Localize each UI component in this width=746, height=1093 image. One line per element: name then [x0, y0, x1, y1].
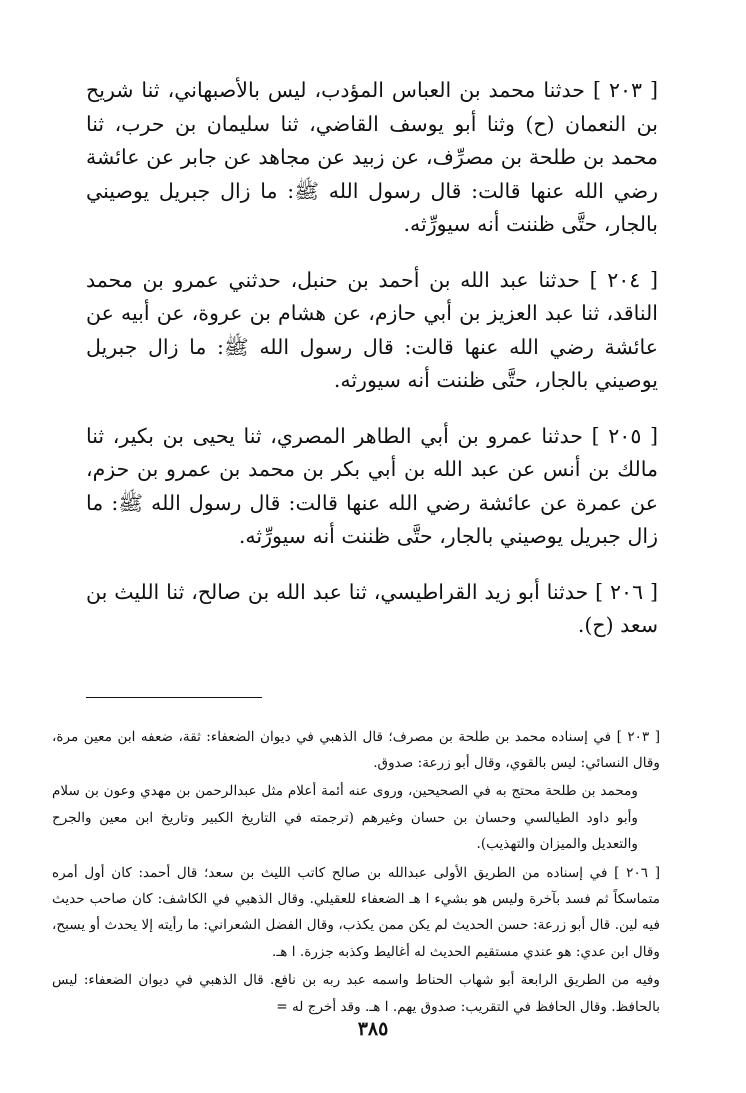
footnote-separator-wrap: [86, 683, 658, 702]
footnotes-section: [52, 724, 660, 1020]
hadith-204: [ ٢٠٤ ] حدثنا عبد الله بن أحمد بن حنبل، حدثني عمرو بن محمد الناقد، ثنا عبد العزيز بن أبي حازم، عن هشام بن عروة، عن أبيه عن عائشة رضي الله عنها قالت: قال رسول الله ﷺ: ما زال جبريل يوصيني بالجار، حتَّى ظننت أنه سيورثه.: [86, 267, 659, 392]
footnote-separator: [86, 697, 262, 698]
footnote-203-continuation: ومحمد بن طلحة محتج به في الصحيحين، وروى عنه أئمة أعلام مثل عبدالرحمن بن مهدي وعون بن سلام وأبو داود الطيالسي وحسان بن حسان وغيرهم (ترجمته في التاريخ الكبير وتاريخ ابن معين والجرح والتعديل والميزان والتهذيب).: [52, 783, 638, 853]
hadith-205: [ ٢٠٥ ] حدثنا عمرو بن أبي الطاهر المصري، ثنا يحيى بن بكير، ثنا مالك بن أنس عن عبد الله بن أبي بكر بن محمد بن عمرو بن حزم، عن عمرة عن عائشة رضي الله عنها قالت: قال رسول الله ﷺ: ما زال جبريل يوصيني بالجار، حتَّى ظننت أنه سيورِّثه.: [86, 423, 659, 548]
footnote-203: [ ٢٠٣ ] في إسناده محمد بن طلحة بن مصرف؛ قال الذهبي في ديوان الضعفاء: ثقة، ضعفه ابن معين مرة، وقال النسائي: ليس بالقوي، وقال أبو زرعة: صدوق.: [52, 728, 661, 771]
hadith-section: [86, 74, 658, 643]
footnote-206: [ ٢٠٦ ] في إسناده من الطريق الأولى عبدالله بن صالح كاتب الليث بن سعد؛ قال أحمد: كان أول أمره متماسكاً ثم فسد بآخرة وليس هو بشيء ا هـ الضعفاء للعقيلي. وقال الذهبي في الكاشف: كان صاحب حديث فيه لين. قال أبو زرعة: حسن الحديث لم يكن ممن يكذب، وقال الفضل الشعراني: ما رأيته إلا يحدث أو يسبح، وقال ابن عدي: هو عندي مستقيم الحديث له أغاليط وكذبه جزرة. ا هـ.: [52, 864, 661, 960]
page-number: ٣٨٥: [357, 1018, 389, 1040]
footnote-206-continuation: وفيه من الطريق الرابعة أبو شهاب الحناط واسمه عبد ربه بن نافع. قال الذهبي في ديوان الضعفاء: ليس بالحافظ. وقال الحافظ في التقريب: صدوق يهم. ا هـ. وقد أخرج له =: [52, 972, 660, 1015]
hadith-206: [ ٢٠٦ ] حدثنا أبو زيد القراطيسي، ثنا عبد الله بن صالح، ثنا الليث بن سعد (ح).: [86, 579, 658, 637]
hadith-203: [ ٢٠٣ ] حدثنا محمد بن العباس المؤدب، ليس بالأصبهاني، ثنا شريح بن النعمان (ح) وثنا أبو يوسف القاضي، ثنا سليمان بن حرب، ثنا محمد بن طلحة بن مصرِّف، عن زبيد عن مجاهد عن جابر عن عائشة رضي الله عنها قالت: قال رسول الله ﷺ: ما زال جبريل يوصيني بالجار، حتَّى ظننت أنه سيورِّثه.: [86, 78, 659, 236]
